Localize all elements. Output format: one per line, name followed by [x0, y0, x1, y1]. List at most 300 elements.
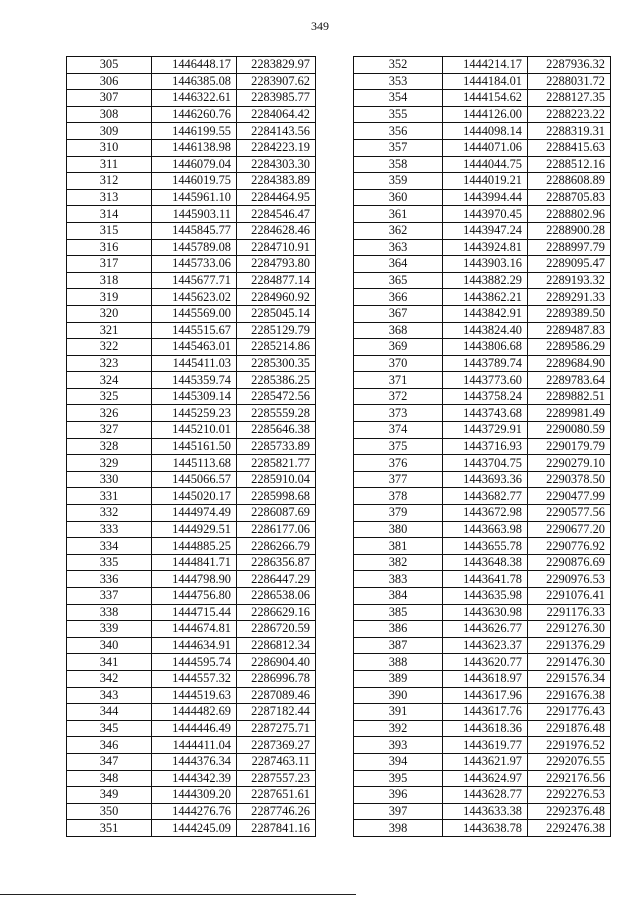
- point-number-cell: 376: [354, 455, 443, 472]
- table-row: [354, 289, 611, 306]
- x-coordinate-cell: 1443617.76: [443, 704, 528, 721]
- y-coordinate-cell: 2286904.40: [237, 654, 316, 671]
- y-coordinate-cell: 2289981.49: [528, 405, 611, 422]
- x-coordinate-cell: 1443641.78: [443, 571, 528, 588]
- y-coordinate-cell: 2284960.92: [237, 289, 316, 306]
- y-coordinate-cell: 2285214.86: [237, 339, 316, 356]
- table-row: [354, 720, 611, 737]
- table-row: [354, 156, 611, 173]
- x-coordinate-cell: 1444184.01: [443, 73, 528, 90]
- y-coordinate-cell: 2289291.33: [528, 289, 611, 306]
- point-number-cell: 390: [354, 687, 443, 704]
- y-coordinate-cell: 2284877.14: [237, 272, 316, 289]
- point-number-cell: 388: [354, 654, 443, 671]
- x-coordinate-cell: 1443994.44: [443, 189, 528, 206]
- x-coordinate-cell: 1445961.10: [152, 189, 237, 206]
- y-coordinate-cell: 2287089.46: [237, 687, 316, 704]
- y-coordinate-cell: 2292376.48: [528, 803, 611, 820]
- x-coordinate-cell: 1444715.44: [152, 604, 237, 621]
- coordinates-table-right: [353, 56, 611, 837]
- y-coordinate-cell: 2284546.47: [237, 206, 316, 223]
- table-row: [67, 787, 316, 804]
- x-coordinate-cell: 1444595.74: [152, 654, 237, 671]
- y-coordinate-cell: 2285821.77: [237, 455, 316, 472]
- y-coordinate-cell: 2290477.99: [528, 488, 611, 505]
- table-row: [354, 305, 611, 322]
- x-coordinate-cell: 1445677.71: [152, 272, 237, 289]
- y-coordinate-cell: 2291676.38: [528, 687, 611, 704]
- point-number-cell: 382: [354, 554, 443, 571]
- point-number-cell: 305: [67, 57, 152, 74]
- table-row: [67, 637, 316, 654]
- table-row: [354, 139, 611, 156]
- y-coordinate-cell: 2289783.64: [528, 372, 611, 389]
- table-row: [67, 372, 316, 389]
- x-coordinate-cell: 1443903.16: [443, 256, 528, 273]
- y-coordinate-cell: 2292076.55: [528, 753, 611, 770]
- x-coordinate-cell: 1444929.51: [152, 521, 237, 538]
- x-coordinate-cell: 1444841.71: [152, 554, 237, 571]
- table-row: [354, 704, 611, 721]
- table-row: [67, 471, 316, 488]
- y-coordinate-cell: 2290677.20: [528, 521, 611, 538]
- table-row: [67, 670, 316, 687]
- x-coordinate-cell: 1444446.49: [152, 720, 237, 737]
- y-coordinate-cell: 2291376.29: [528, 637, 611, 654]
- point-number-cell: 321: [67, 322, 152, 339]
- table-row: [67, 272, 316, 289]
- point-number-cell: 338: [67, 604, 152, 621]
- x-coordinate-cell: 1446322.61: [152, 90, 237, 107]
- x-coordinate-cell: 1444674.81: [152, 621, 237, 638]
- y-coordinate-cell: 2288223.22: [528, 106, 611, 123]
- y-coordinate-cell: 2289193.32: [528, 272, 611, 289]
- point-number-cell: 391: [354, 704, 443, 721]
- y-coordinate-cell: 2290080.59: [528, 422, 611, 439]
- table-row: [67, 538, 316, 555]
- point-number-cell: 342: [67, 670, 152, 687]
- x-coordinate-cell: 1443638.78: [443, 820, 528, 837]
- x-coordinate-cell: 1444342.39: [152, 770, 237, 787]
- y-coordinate-cell: 2291776.43: [528, 704, 611, 721]
- x-coordinate-cell: 1446448.17: [152, 57, 237, 74]
- x-coordinate-cell: 1445411.03: [152, 355, 237, 372]
- y-coordinate-cell: 2287746.26: [237, 803, 316, 820]
- y-coordinate-cell: 2289389.50: [528, 305, 611, 322]
- y-coordinate-cell: 2287936.32: [528, 57, 611, 74]
- point-number-cell: 392: [354, 720, 443, 737]
- point-number-cell: 359: [354, 173, 443, 190]
- y-coordinate-cell: 2292176.56: [528, 770, 611, 787]
- table-row: [67, 206, 316, 223]
- x-coordinate-cell: 1444154.62: [443, 90, 528, 107]
- table-row: [67, 488, 316, 505]
- point-number-cell: 378: [354, 488, 443, 505]
- x-coordinate-cell: 1444245.09: [152, 820, 237, 837]
- y-coordinate-cell: 2284464.95: [237, 189, 316, 206]
- y-coordinate-cell: 2284628.46: [237, 222, 316, 239]
- point-number-cell: 327: [67, 422, 152, 439]
- point-number-cell: 352: [354, 57, 443, 74]
- table-row: [67, 521, 316, 538]
- page-number: 349: [311, 19, 329, 33]
- table-row: [67, 222, 316, 239]
- y-coordinate-cell: 2286356.87: [237, 554, 316, 571]
- point-number-cell: 316: [67, 239, 152, 256]
- x-coordinate-cell: 1444126.00: [443, 106, 528, 123]
- x-coordinate-cell: 1443693.36: [443, 471, 528, 488]
- point-number-cell: 310: [67, 139, 152, 156]
- y-coordinate-cell: 2285129.79: [237, 322, 316, 339]
- point-number-cell: 372: [354, 388, 443, 405]
- table-row: [67, 621, 316, 638]
- point-number-cell: 330: [67, 471, 152, 488]
- y-coordinate-cell: 2289586.29: [528, 339, 611, 356]
- point-number-cell: 397: [354, 803, 443, 820]
- table-row: [67, 438, 316, 455]
- point-number-cell: 346: [67, 737, 152, 754]
- coordinates-table-left: [66, 56, 316, 837]
- x-coordinate-cell: 1443618.97: [443, 670, 528, 687]
- x-coordinate-cell: 1446260.76: [152, 106, 237, 123]
- point-number-cell: 309: [67, 123, 152, 140]
- x-coordinate-cell: 1443648.38: [443, 554, 528, 571]
- x-coordinate-cell: 1443704.75: [443, 455, 528, 472]
- table-row: [354, 173, 611, 190]
- point-number-cell: 355: [354, 106, 443, 123]
- table-row: [67, 737, 316, 754]
- point-number-cell: 334: [67, 538, 152, 555]
- point-number-cell: 370: [354, 355, 443, 372]
- point-number-cell: 394: [354, 753, 443, 770]
- point-number-cell: 350: [67, 803, 152, 820]
- x-coordinate-cell: 1443672.98: [443, 505, 528, 522]
- table-row: [354, 588, 611, 605]
- y-coordinate-cell: 2288127.35: [528, 90, 611, 107]
- point-number-cell: 354: [354, 90, 443, 107]
- point-number-cell: 332: [67, 505, 152, 522]
- x-coordinate-cell: 1443628.77: [443, 787, 528, 804]
- table-row: [354, 388, 611, 405]
- y-coordinate-cell: 2289095.47: [528, 256, 611, 273]
- table-row: [354, 571, 611, 588]
- y-coordinate-cell: 2286538.06: [237, 588, 316, 605]
- x-coordinate-cell: 1443633.38: [443, 803, 528, 820]
- point-number-cell: 345: [67, 720, 152, 737]
- y-coordinate-cell: 2290976.53: [528, 571, 611, 588]
- point-number-cell: 396: [354, 787, 443, 804]
- point-number-cell: 340: [67, 637, 152, 654]
- y-coordinate-cell: 2288512.16: [528, 156, 611, 173]
- table-row: [67, 405, 316, 422]
- x-coordinate-cell: 1446019.75: [152, 173, 237, 190]
- y-coordinate-cell: 2285559.28: [237, 405, 316, 422]
- x-coordinate-cell: 1443862.21: [443, 289, 528, 306]
- table-row: [67, 388, 316, 405]
- x-coordinate-cell: 1444044.75: [443, 156, 528, 173]
- x-coordinate-cell: 1445161.50: [152, 438, 237, 455]
- table-row: [67, 455, 316, 472]
- table-row: [67, 687, 316, 704]
- table-row: [354, 90, 611, 107]
- point-number-cell: 366: [354, 289, 443, 306]
- y-coordinate-cell: 2288319.31: [528, 123, 611, 140]
- x-coordinate-cell: 1444376.34: [152, 753, 237, 770]
- x-coordinate-cell: 1444974.49: [152, 505, 237, 522]
- table-row: [354, 488, 611, 505]
- point-number-cell: 329: [67, 455, 152, 472]
- x-coordinate-cell: 1445259.23: [152, 405, 237, 422]
- y-coordinate-cell: 2290577.56: [528, 505, 611, 522]
- table-row: [67, 704, 316, 721]
- y-coordinate-cell: 2286177.06: [237, 521, 316, 538]
- table-row: [67, 753, 316, 770]
- point-number-cell: 335: [67, 554, 152, 571]
- table-row: [67, 73, 316, 90]
- y-coordinate-cell: 2289882.51: [528, 388, 611, 405]
- y-coordinate-cell: 2287841.16: [237, 820, 316, 837]
- y-coordinate-cell: 2285998.68: [237, 488, 316, 505]
- y-coordinate-cell: 2289487.83: [528, 322, 611, 339]
- y-coordinate-cell: 2285045.14: [237, 305, 316, 322]
- point-number-cell: 362: [354, 222, 443, 239]
- x-coordinate-cell: 1445569.00: [152, 305, 237, 322]
- y-coordinate-cell: 2287369.27: [237, 737, 316, 754]
- point-number-cell: 365: [354, 272, 443, 289]
- x-coordinate-cell: 1443663.98: [443, 521, 528, 538]
- table-row: [354, 820, 611, 837]
- x-coordinate-cell: 1443729.91: [443, 422, 528, 439]
- x-coordinate-cell: 1445623.02: [152, 289, 237, 306]
- y-coordinate-cell: 2287463.11: [237, 753, 316, 770]
- x-coordinate-cell: 1445733.06: [152, 256, 237, 273]
- x-coordinate-cell: 1444519.63: [152, 687, 237, 704]
- point-number-cell: 326: [67, 405, 152, 422]
- y-coordinate-cell: 2286447.29: [237, 571, 316, 588]
- table-row: [354, 422, 611, 439]
- y-coordinate-cell: 2284793.80: [237, 256, 316, 273]
- y-coordinate-cell: 2289684.90: [528, 355, 611, 372]
- point-number-cell: 357: [354, 139, 443, 156]
- table-row: [67, 289, 316, 306]
- y-coordinate-cell: 2287182.44: [237, 704, 316, 721]
- y-coordinate-cell: 2288900.28: [528, 222, 611, 239]
- x-coordinate-cell: 1444557.32: [152, 670, 237, 687]
- table-row: [354, 355, 611, 372]
- point-number-cell: 308: [67, 106, 152, 123]
- table-row: [354, 106, 611, 123]
- point-number-cell: 361: [354, 206, 443, 223]
- y-coordinate-cell: 2286720.59: [237, 621, 316, 638]
- y-coordinate-cell: 2286266.79: [237, 538, 316, 555]
- table-row: [67, 820, 316, 837]
- x-coordinate-cell: 1443618.36: [443, 720, 528, 737]
- x-coordinate-cell: 1444885.25: [152, 538, 237, 555]
- point-number-cell: 313: [67, 189, 152, 206]
- table-row: [354, 803, 611, 820]
- y-coordinate-cell: 2283985.77: [237, 90, 316, 107]
- table-row: [67, 256, 316, 273]
- point-number-cell: 344: [67, 704, 152, 721]
- table-row: [67, 339, 316, 356]
- table-row: [354, 239, 611, 256]
- y-coordinate-cell: 2286812.34: [237, 637, 316, 654]
- y-coordinate-cell: 2291876.48: [528, 720, 611, 737]
- x-coordinate-cell: 1444411.04: [152, 737, 237, 754]
- x-coordinate-cell: 1444482.69: [152, 704, 237, 721]
- point-number-cell: 373: [354, 405, 443, 422]
- x-coordinate-cell: 1444276.76: [152, 803, 237, 820]
- point-number-cell: 389: [354, 670, 443, 687]
- table-row: [67, 123, 316, 140]
- point-number-cell: 347: [67, 753, 152, 770]
- table-row: [354, 372, 611, 389]
- x-coordinate-cell: 1444756.80: [152, 588, 237, 605]
- point-number-cell: 348: [67, 770, 152, 787]
- x-coordinate-cell: 1443621.97: [443, 753, 528, 770]
- table-row: [354, 73, 611, 90]
- x-coordinate-cell: 1445066.57: [152, 471, 237, 488]
- point-number-cell: 386: [354, 621, 443, 638]
- table-row: [67, 322, 316, 339]
- point-number-cell: 331: [67, 488, 152, 505]
- y-coordinate-cell: 2288415.63: [528, 139, 611, 156]
- x-coordinate-cell: 1443630.98: [443, 604, 528, 621]
- point-number-cell: 315: [67, 222, 152, 239]
- y-coordinate-cell: 2287651.61: [237, 787, 316, 804]
- point-number-cell: 333: [67, 521, 152, 538]
- table-row: [67, 173, 316, 190]
- x-coordinate-cell: 1444098.14: [443, 123, 528, 140]
- y-coordinate-cell: 2285386.25: [237, 372, 316, 389]
- y-coordinate-cell: 2287275.71: [237, 720, 316, 737]
- point-number-cell: 325: [67, 388, 152, 405]
- x-coordinate-cell: 1446138.98: [152, 139, 237, 156]
- y-coordinate-cell: 2292276.53: [528, 787, 611, 804]
- table-row: [67, 505, 316, 522]
- y-coordinate-cell: 2288997.79: [528, 239, 611, 256]
- table-row: [67, 189, 316, 206]
- point-number-cell: 353: [354, 73, 443, 90]
- point-number-cell: 311: [67, 156, 152, 173]
- table-row: [67, 355, 316, 372]
- x-coordinate-cell: 1445359.74: [152, 372, 237, 389]
- point-number-cell: 380: [354, 521, 443, 538]
- y-coordinate-cell: 2290776.92: [528, 538, 611, 555]
- y-coordinate-cell: 2283829.97: [237, 57, 316, 74]
- point-number-cell: 371: [354, 372, 443, 389]
- x-coordinate-cell: 1444309.20: [152, 787, 237, 804]
- table-row: [354, 256, 611, 273]
- y-coordinate-cell: 2285300.35: [237, 355, 316, 372]
- point-number-cell: 324: [67, 372, 152, 389]
- table-row: [67, 770, 316, 787]
- table-row: [67, 720, 316, 737]
- point-number-cell: 339: [67, 621, 152, 638]
- table-row: [67, 139, 316, 156]
- x-coordinate-cell: 1443970.45: [443, 206, 528, 223]
- y-coordinate-cell: 2284143.56: [237, 123, 316, 140]
- y-coordinate-cell: 2284383.89: [237, 173, 316, 190]
- x-coordinate-cell: 1443682.77: [443, 488, 528, 505]
- x-coordinate-cell: 1446079.04: [152, 156, 237, 173]
- y-coordinate-cell: 2285733.89: [237, 438, 316, 455]
- point-number-cell: 312: [67, 173, 152, 190]
- point-number-cell: 337: [67, 588, 152, 605]
- y-coordinate-cell: 2291276.30: [528, 621, 611, 638]
- y-coordinate-cell: 2288802.96: [528, 206, 611, 223]
- table-row: [354, 637, 611, 654]
- table-row: [67, 57, 316, 74]
- table-row: [67, 588, 316, 605]
- x-coordinate-cell: 1443619.77: [443, 737, 528, 754]
- y-coordinate-cell: 2290876.69: [528, 554, 611, 571]
- point-number-cell: 383: [354, 571, 443, 588]
- table-row: [354, 621, 611, 638]
- table-row: [67, 156, 316, 173]
- x-coordinate-cell: 1443624.97: [443, 770, 528, 787]
- x-coordinate-cell: 1445515.67: [152, 322, 237, 339]
- y-coordinate-cell: 2285910.04: [237, 471, 316, 488]
- table-row: [354, 206, 611, 223]
- table-row: [354, 505, 611, 522]
- x-coordinate-cell: 1443882.29: [443, 272, 528, 289]
- x-coordinate-cell: 1443842.91: [443, 305, 528, 322]
- table-row: [67, 654, 316, 671]
- x-coordinate-cell: 1443716.93: [443, 438, 528, 455]
- point-number-cell: 369: [354, 339, 443, 356]
- table-row: [354, 654, 611, 671]
- table-row: [354, 222, 611, 239]
- table-row: [67, 90, 316, 107]
- x-coordinate-cell: 1445210.01: [152, 422, 237, 439]
- table-row: [67, 554, 316, 571]
- x-coordinate-cell: 1444214.17: [443, 57, 528, 74]
- y-coordinate-cell: 2286996.78: [237, 670, 316, 687]
- x-coordinate-cell: 1443924.81: [443, 239, 528, 256]
- point-number-cell: 364: [354, 256, 443, 273]
- x-coordinate-cell: 1443626.77: [443, 621, 528, 638]
- table-row: [354, 787, 611, 804]
- point-number-cell: 368: [354, 322, 443, 339]
- table-row: [354, 770, 611, 787]
- x-coordinate-cell: 1443758.24: [443, 388, 528, 405]
- y-coordinate-cell: 2284303.30: [237, 156, 316, 173]
- y-coordinate-cell: 2284710.91: [237, 239, 316, 256]
- point-number-cell: 387: [354, 637, 443, 654]
- table-row: [354, 737, 611, 754]
- table-row: [67, 422, 316, 439]
- y-coordinate-cell: 2283907.62: [237, 73, 316, 90]
- x-coordinate-cell: 1445463.01: [152, 339, 237, 356]
- y-coordinate-cell: 2290179.79: [528, 438, 611, 455]
- point-number-cell: 393: [354, 737, 443, 754]
- table-row: [67, 305, 316, 322]
- y-coordinate-cell: 2286087.69: [237, 505, 316, 522]
- point-number-cell: 323: [67, 355, 152, 372]
- y-coordinate-cell: 2288031.72: [528, 73, 611, 90]
- x-coordinate-cell: 1443655.78: [443, 538, 528, 555]
- x-coordinate-cell: 1445020.17: [152, 488, 237, 505]
- point-number-cell: 343: [67, 687, 152, 704]
- y-coordinate-cell: 2288608.89: [528, 173, 611, 190]
- y-coordinate-cell: 2284064.42: [237, 106, 316, 123]
- x-coordinate-cell: 1443743.68: [443, 405, 528, 422]
- x-coordinate-cell: 1445789.08: [152, 239, 237, 256]
- table-row: [354, 687, 611, 704]
- point-number-cell: 379: [354, 505, 443, 522]
- point-number-cell: 306: [67, 73, 152, 90]
